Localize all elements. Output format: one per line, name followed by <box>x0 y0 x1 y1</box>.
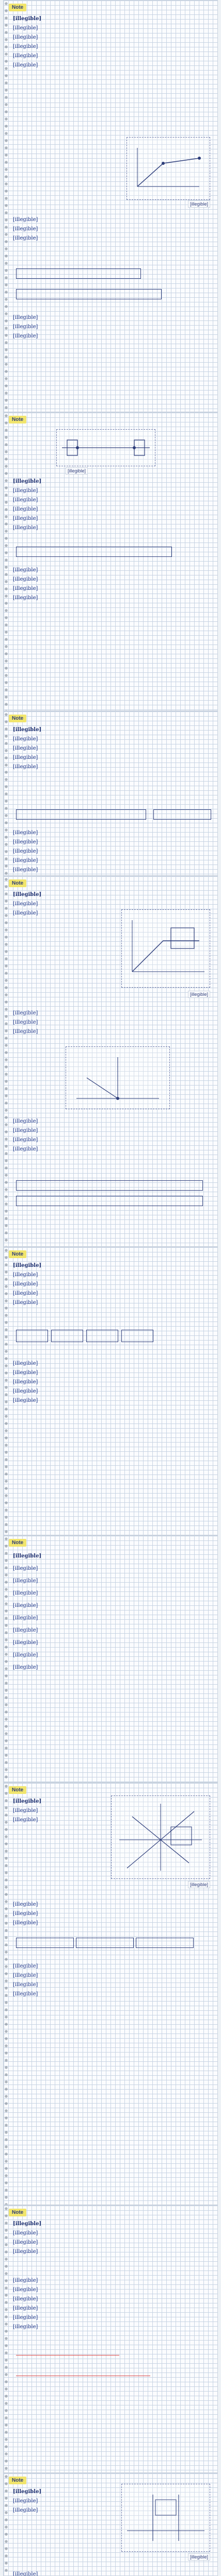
boxed-equation <box>136 1938 194 1948</box>
notebook-page-8 <box>3 2205 218 2473</box>
spiral-binding <box>4 413 9 710</box>
handwritten-line: [illegible] <box>13 1652 38 1658</box>
handwritten-line: [illegible] <box>13 333 38 339</box>
handwritten-line: [illegible] <box>13 488 38 494</box>
page-tab: Note <box>9 1250 26 1258</box>
handwritten-line: [illegible] <box>13 849 38 854</box>
handwritten-line: [illegible] <box>13 1628 38 1633</box>
diagram-sketch <box>121 909 210 988</box>
diagram-sketch <box>66 1046 170 1109</box>
handwritten-line: [illegible] <box>13 1118 38 1124</box>
handwritten-line: [illegible] <box>13 1300 38 1306</box>
spiral-binding <box>4 711 9 875</box>
handwritten-line: [illegible] <box>13 497 38 503</box>
handwritten-line: [illegible] <box>13 16 42 22</box>
figure-caption: [illegible] <box>188 991 210 998</box>
handwritten-line: [illegible] <box>13 1799 42 1804</box>
handwritten-line: [illegible] <box>13 479 42 484</box>
handwritten-line: [illegible] <box>13 595 38 601</box>
handwritten-line: [illegible] <box>13 506 38 512</box>
diagram-sketch <box>127 137 210 200</box>
handwritten-line: [illegible] <box>13 1137 38 1143</box>
handwritten-line: [illegible] <box>13 315 38 320</box>
figure-caption: [illegible] <box>188 2553 210 2561</box>
handwritten-line: [illegible] <box>13 62 38 68</box>
handwritten-line: [illegible] <box>13 736 38 742</box>
handwritten-line: [illegible] <box>13 324 38 330</box>
handwritten-line: [illegible] <box>13 1911 38 1917</box>
spiral-binding <box>4 1247 9 1535</box>
handwritten-line: [illegible] <box>13 2221 42 2227</box>
handwritten-line: [illegible] <box>13 1566 38 1571</box>
handwritten-line: [illegible] <box>13 910 38 916</box>
boxed-equation <box>51 1330 83 1342</box>
handwritten-line: [illegible] <box>13 2489 42 2495</box>
boxed-equation <box>16 289 162 299</box>
handwritten-line: [illegible] <box>13 586 38 591</box>
handwritten-line: [illegible] <box>13 217 38 223</box>
handwritten-line: [illegible] <box>13 1128 38 1133</box>
boxed-equation <box>16 1196 203 1206</box>
handwritten-line: [illegible] <box>13 1973 38 1978</box>
figure-caption: [illegible] <box>188 200 210 208</box>
handwritten-line: [illegible] <box>13 35 38 40</box>
handwritten-line: [illegible] <box>13 1615 38 1621</box>
page-tab: Note <box>9 1786 26 1794</box>
diagram-sketch <box>56 429 155 466</box>
diagram-svg <box>122 910 210 987</box>
page-tab: Note <box>9 2477 26 2484</box>
handwritten-line: [illegible] <box>13 1991 38 1997</box>
boxed-equation <box>16 1180 203 1191</box>
handwritten-line: [illegible] <box>13 755 38 760</box>
handwritten-line: [illegible] <box>13 1020 38 1025</box>
diagram-svg <box>57 430 155 466</box>
handwritten-line: [illegible] <box>13 1920 38 1926</box>
handwritten-line: [illegible] <box>13 2249 38 2255</box>
handwritten-line: [illegible] <box>13 764 38 770</box>
page-tab: Note <box>9 4 26 11</box>
handwritten-line: [illegible] <box>13 1398 38 1403</box>
handwritten-line: [illegible] <box>13 1578 38 1584</box>
handwritten-line: [illegible] <box>13 830 38 836</box>
spiral-binding <box>4 1783 9 2205</box>
handwritten-line: [illegible] <box>13 44 38 49</box>
spiral-binding <box>4 1536 9 1782</box>
diagram-svg <box>112 1796 210 1878</box>
handwritten-line: [illegible] <box>13 1982 38 1988</box>
notebook-page-3 <box>3 711 218 876</box>
handwritten-line: [illegible] <box>13 235 38 241</box>
notebook-page-5 <box>3 1247 218 1535</box>
boxed-equation <box>16 1330 48 1342</box>
handwritten-line: [illegible] <box>13 1361 38 1366</box>
handwritten-line: [illegible] <box>13 1902 38 1907</box>
handwritten-line: [illegible] <box>13 2306 38 2311</box>
diagram-sketch <box>121 2484 210 2552</box>
handwritten-line: [illegible] <box>13 2571 38 2576</box>
handwritten-line: [illegible] <box>13 2230 38 2236</box>
notebook-page-4 <box>3 876 218 1247</box>
handwritten-line: [illegible] <box>13 2278 38 2283</box>
handwritten-line: [illegible] <box>13 901 38 907</box>
boxed-equation <box>121 1330 153 1342</box>
handwritten-line: [illegible] <box>13 2296 38 2302</box>
spiral-binding <box>4 2473 9 2576</box>
handwritten-line: [illegible] <box>13 1272 38 1278</box>
boxed-equation <box>153 809 211 820</box>
handwritten-line: [illegible] <box>13 25 38 31</box>
handwritten-line: [illegible] <box>13 53 38 59</box>
handwritten-line: [illegible] <box>13 867 38 873</box>
handwritten-line: [illegible] <box>13 839 38 845</box>
handwritten-line: [illegible] <box>13 858 38 863</box>
diagram-sketch <box>111 1795 210 1879</box>
diagram-svg <box>66 1047 169 1109</box>
handwritten-line: [illegible] <box>13 1808 38 1814</box>
handwritten-line: [illegible] <box>13 1263 42 1268</box>
handwritten-line: [illegible] <box>13 1291 38 1296</box>
figure-caption: [illegible] <box>188 1881 210 1888</box>
handwritten-line: [illegible] <box>13 2287 38 2293</box>
boxed-equation <box>16 809 146 820</box>
boxed-equation <box>86 1330 118 1342</box>
handwritten-line: [illegible] <box>13 577 38 582</box>
boxed-equation <box>16 1938 74 1948</box>
notebook-page-1 <box>3 0 218 412</box>
handwritten-line: [illegible] <box>13 2324 38 2330</box>
handwritten-line: [illegible] <box>13 2240 38 2245</box>
spiral-binding <box>4 876 9 1246</box>
handwritten-line: [illegible] <box>13 1640 38 1646</box>
page-tab: Note <box>9 879 26 887</box>
handwritten-line: [illegible] <box>13 1146 38 1152</box>
notebook-page-7 <box>3 1783 218 2205</box>
handwritten-line: [illegible] <box>13 727 42 733</box>
handwritten-line: [illegible] <box>13 1379 38 1385</box>
handwritten-line: [illegible] <box>13 892 42 897</box>
page-tab: Note <box>9 715 26 722</box>
handwritten-line: [illegible] <box>13 1388 38 1394</box>
notebook-page-9 <box>3 2473 218 2576</box>
handwritten-line: [illegible] <box>13 1665 38 1670</box>
handwritten-line: [illegible] <box>13 1590 38 1596</box>
handwritten-line: [illegible] <box>13 1281 38 1287</box>
diagram-svg <box>127 138 210 199</box>
page-tab: Note <box>9 2209 26 2216</box>
figure-caption: [illegible] <box>66 467 88 474</box>
page-tab: Note <box>9 1539 26 1547</box>
handwritten-line: [illegible] <box>13 226 38 232</box>
notebook-page-2 <box>3 412 218 711</box>
notebook-page-6 <box>3 1535 218 1783</box>
handwritten-line: [illegible] <box>13 1553 42 1559</box>
handwritten-line: [illegible] <box>13 516 38 521</box>
handwritten-line: [illegible] <box>13 2315 38 2320</box>
diagram-svg <box>122 2484 210 2551</box>
handwritten-line: [illegible] <box>13 1963 38 1969</box>
handwritten-line: [illegible] <box>13 1029 38 1035</box>
handwritten-line: [illegible] <box>13 1010 38 1016</box>
handwritten-line: [illegible] <box>13 525 38 531</box>
spiral-binding <box>4 1 9 412</box>
boxed-equation <box>76 1938 134 1948</box>
handwritten-line: [illegible] <box>13 745 38 751</box>
handwritten-line: [illegible] <box>13 1817 38 1823</box>
spiral-binding <box>4 2206 9 2472</box>
boxed-equation <box>16 268 141 279</box>
page-tab: Note <box>9 416 26 423</box>
handwritten-line: [illegible] <box>13 1603 38 1608</box>
handwritten-line: [illegible] <box>13 2498 38 2504</box>
handwritten-line: [illegible] <box>13 2507 38 2513</box>
handwritten-line: [illegible] <box>13 1370 38 1376</box>
boxed-equation <box>16 547 172 557</box>
handwritten-line: [illegible] <box>13 567 38 573</box>
